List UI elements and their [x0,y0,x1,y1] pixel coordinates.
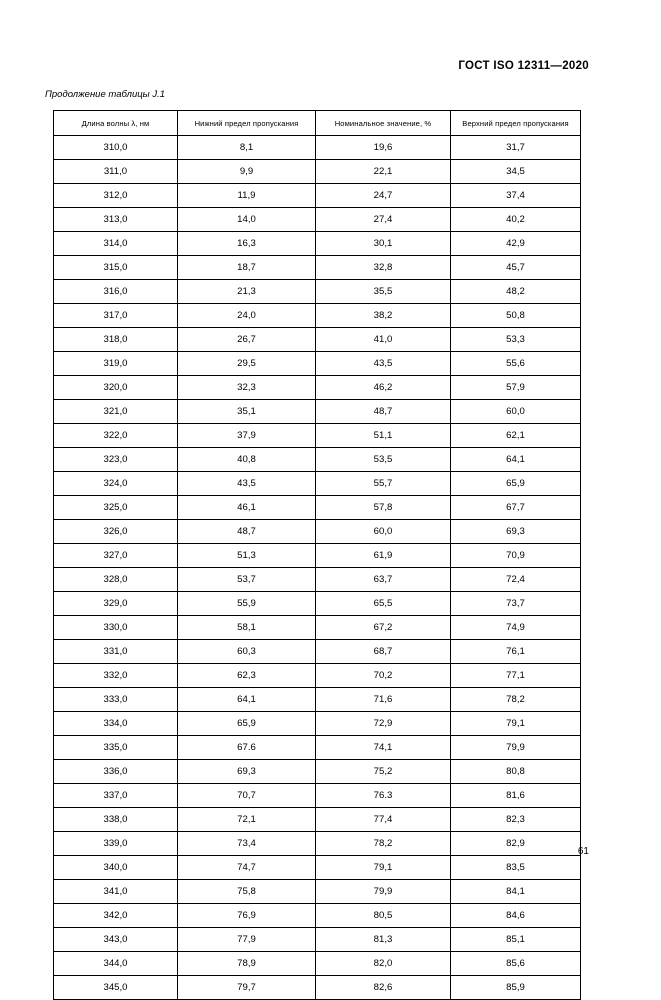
cell-wavelength: 328,0 [54,568,178,592]
cell-nominal-value: 22,1 [316,160,451,184]
cell-wavelength: 324,0 [54,472,178,496]
table-row [54,688,581,712]
cell-upper-limit: 83,5 [451,856,581,880]
cell-upper-limit: 67,7 [451,496,581,520]
cell-lower-limit: 65,9 [178,712,316,736]
cell-wavelength: 338,0 [54,808,178,832]
cell-wavelength: 343,0 [54,928,178,952]
cell-nominal-value: 48,7 [316,400,451,424]
cell-wavelength: 318,0 [54,328,178,352]
cell-upper-limit: 55,6 [451,352,581,376]
cell-nominal-value: 19,6 [316,136,451,160]
cell-nominal-value: 35,5 [316,280,451,304]
cell-wavelength: 310,0 [54,136,178,160]
cell-upper-limit: 80,8 [451,760,581,784]
cell-wavelength: 335,0 [54,736,178,760]
cell-wavelength: 336,0 [54,760,178,784]
column-header-upper-limit: Верхний предел пропускания [451,111,581,136]
cell-wavelength: 340,0 [54,856,178,880]
cell-upper-limit: 50,8 [451,304,581,328]
cell-nominal-value: 82,6 [316,976,451,1000]
cell-lower-limit: 14,0 [178,208,316,232]
cell-lower-limit: 76,9 [178,904,316,928]
cell-lower-limit: 8,1 [178,136,316,160]
cell-nominal-value: 65,5 [316,592,451,616]
cell-lower-limit: 11,9 [178,184,316,208]
table-row [54,640,581,664]
cell-upper-limit: 34,5 [451,160,581,184]
column-header-nominal-value: Номинальное значение, % [316,111,451,136]
cell-upper-limit: 53,3 [451,328,581,352]
cell-nominal-value: 32,8 [316,256,451,280]
cell-upper-limit: 64,1 [451,448,581,472]
cell-nominal-value: 75,2 [316,760,451,784]
cell-nominal-value: 67,2 [316,616,451,640]
cell-wavelength: 315,0 [54,256,178,280]
cell-nominal-value: 74,1 [316,736,451,760]
cell-upper-limit: 57,9 [451,376,581,400]
cell-upper-limit: 31,7 [451,136,581,160]
cell-upper-limit: 70,9 [451,544,581,568]
cell-wavelength: 314,0 [54,232,178,256]
cell-upper-limit: 79,9 [451,736,581,760]
table-row [54,544,581,568]
cell-nominal-value: 27,4 [316,208,451,232]
table-row [54,472,581,496]
standard-number-header: ГОСТ ISO 12311—2020 [458,60,589,72]
cell-wavelength: 325,0 [54,496,178,520]
cell-wavelength: 342,0 [54,904,178,928]
table-row [54,904,581,928]
table-row [54,712,581,736]
table-row [54,976,581,1000]
table-row [54,136,581,160]
cell-nominal-value: 76.3 [316,784,451,808]
cell-nominal-value: 41,0 [316,328,451,352]
transmittance-table [53,110,581,1000]
cell-lower-limit: 48,7 [178,520,316,544]
cell-upper-limit: 60,0 [451,400,581,424]
table-row [54,256,581,280]
cell-wavelength: 334,0 [54,712,178,736]
table-row [54,808,581,832]
table-header-row [54,111,581,136]
cell-lower-limit: 51,3 [178,544,316,568]
table-row [54,184,581,208]
cell-lower-limit: 78,9 [178,952,316,976]
cell-nominal-value: 81,3 [316,928,451,952]
cell-wavelength: 333,0 [54,688,178,712]
cell-lower-limit: 32,3 [178,376,316,400]
table-row [54,928,581,952]
cell-lower-limit: 53,7 [178,568,316,592]
cell-nominal-value: 82,0 [316,952,451,976]
cell-nominal-value: 68,7 [316,640,451,664]
cell-lower-limit: 73,4 [178,832,316,856]
table-row [54,568,581,592]
cell-nominal-value: 57,8 [316,496,451,520]
cell-lower-limit: 75,8 [178,880,316,904]
cell-wavelength: 316,0 [54,280,178,304]
cell-wavelength: 344,0 [54,952,178,976]
table-row [54,328,581,352]
cell-nominal-value: 61,9 [316,544,451,568]
cell-nominal-value: 24,7 [316,184,451,208]
cell-upper-limit: 84,6 [451,904,581,928]
cell-wavelength: 330,0 [54,616,178,640]
table-row [54,424,581,448]
cell-nominal-value: 38,2 [316,304,451,328]
table-row [54,856,581,880]
cell-lower-limit: 16,3 [178,232,316,256]
table-row [54,352,581,376]
cell-lower-limit: 67.6 [178,736,316,760]
table-row [54,232,581,256]
cell-wavelength: 345,0 [54,976,178,1000]
cell-wavelength: 339,0 [54,832,178,856]
cell-lower-limit: 9,9 [178,160,316,184]
cell-wavelength: 323,0 [54,448,178,472]
table-row [54,496,581,520]
cell-lower-limit: 69,3 [178,760,316,784]
cell-lower-limit: 64,1 [178,688,316,712]
cell-nominal-value: 51,1 [316,424,451,448]
cell-upper-limit: 79,1 [451,712,581,736]
page-number: 61 [577,846,589,857]
cell-lower-limit: 72,1 [178,808,316,832]
cell-upper-limit: 82,9 [451,832,581,856]
cell-upper-limit: 37,4 [451,184,581,208]
cell-lower-limit: 29,5 [178,352,316,376]
cell-wavelength: 337,0 [54,784,178,808]
cell-upper-limit: 85,6 [451,952,581,976]
cell-upper-limit: 85,9 [451,976,581,1000]
cell-nominal-value: 79,9 [316,880,451,904]
cell-lower-limit: 35,1 [178,400,316,424]
table-row [54,448,581,472]
cell-lower-limit: 40,8 [178,448,316,472]
cell-lower-limit: 74,7 [178,856,316,880]
table-row [54,832,581,856]
cell-wavelength: 320,0 [54,376,178,400]
table-row [54,208,581,232]
cell-upper-limit: 69,3 [451,520,581,544]
column-header-wavelength: Длина волны λ, нм [54,111,178,136]
cell-lower-limit: 26,7 [178,328,316,352]
cell-lower-limit: 37,9 [178,424,316,448]
cell-lower-limit: 58,1 [178,616,316,640]
table-row [54,784,581,808]
table-row [54,664,581,688]
cell-wavelength: 319,0 [54,352,178,376]
cell-lower-limit: 60,3 [178,640,316,664]
cell-upper-limit: 62,1 [451,424,581,448]
cell-wavelength: 317,0 [54,304,178,328]
cell-upper-limit: 77,1 [451,664,581,688]
cell-nominal-value: 60,0 [316,520,451,544]
cell-nominal-value: 70,2 [316,664,451,688]
cell-lower-limit: 43,5 [178,472,316,496]
cell-upper-limit: 42,9 [451,232,581,256]
cell-lower-limit: 21,3 [178,280,316,304]
cell-wavelength: 327,0 [54,544,178,568]
cell-lower-limit: 79,7 [178,976,316,1000]
cell-wavelength: 312,0 [54,184,178,208]
cell-wavelength: 321,0 [54,400,178,424]
cell-lower-limit: 70,7 [178,784,316,808]
table-row [54,616,581,640]
table-row [54,760,581,784]
table-row [54,520,581,544]
cell-nominal-value: 53,5 [316,448,451,472]
cell-wavelength: 313,0 [54,208,178,232]
table-caption: Продолжение таблицы J.1 [45,89,165,100]
cell-lower-limit: 24,0 [178,304,316,328]
cell-upper-limit: 73,7 [451,592,581,616]
cell-nominal-value: 55,7 [316,472,451,496]
cell-wavelength: 329,0 [54,592,178,616]
cell-wavelength: 311,0 [54,160,178,184]
cell-nominal-value: 79,1 [316,856,451,880]
table-row [54,736,581,760]
cell-lower-limit: 18,7 [178,256,316,280]
table-row [54,160,581,184]
cell-nominal-value: 30,1 [316,232,451,256]
cell-upper-limit: 65,9 [451,472,581,496]
cell-nominal-value: 80,5 [316,904,451,928]
cell-upper-limit: 76,1 [451,640,581,664]
cell-upper-limit: 72,4 [451,568,581,592]
cell-upper-limit: 84,1 [451,880,581,904]
cell-wavelength: 331,0 [54,640,178,664]
cell-nominal-value: 71,6 [316,688,451,712]
cell-nominal-value: 77,4 [316,808,451,832]
cell-nominal-value: 63,7 [316,568,451,592]
cell-wavelength: 326,0 [54,520,178,544]
table-row [54,304,581,328]
cell-wavelength: 332,0 [54,664,178,688]
cell-upper-limit: 45,7 [451,256,581,280]
cell-nominal-value: 46,2 [316,376,451,400]
table-row [54,952,581,976]
cell-lower-limit: 62,3 [178,664,316,688]
table-body [54,136,581,1000]
table-row [54,280,581,304]
column-header-lower-limit: Нижний предел пропускания [178,111,316,136]
table-row [54,880,581,904]
cell-upper-limit: 78,2 [451,688,581,712]
cell-wavelength: 322,0 [54,424,178,448]
cell-upper-limit: 85,1 [451,928,581,952]
cell-nominal-value: 78,2 [316,832,451,856]
cell-wavelength: 341,0 [54,880,178,904]
cell-lower-limit: 46,1 [178,496,316,520]
table-row [54,376,581,400]
table-row [54,592,581,616]
cell-upper-limit: 48,2 [451,280,581,304]
cell-lower-limit: 55,9 [178,592,316,616]
cell-upper-limit: 81,6 [451,784,581,808]
cell-upper-limit: 40,2 [451,208,581,232]
cell-upper-limit: 74,9 [451,616,581,640]
cell-nominal-value: 43,5 [316,352,451,376]
table-row [54,400,581,424]
cell-nominal-value: 72,9 [316,712,451,736]
cell-lower-limit: 77,9 [178,928,316,952]
cell-upper-limit: 82,3 [451,808,581,832]
